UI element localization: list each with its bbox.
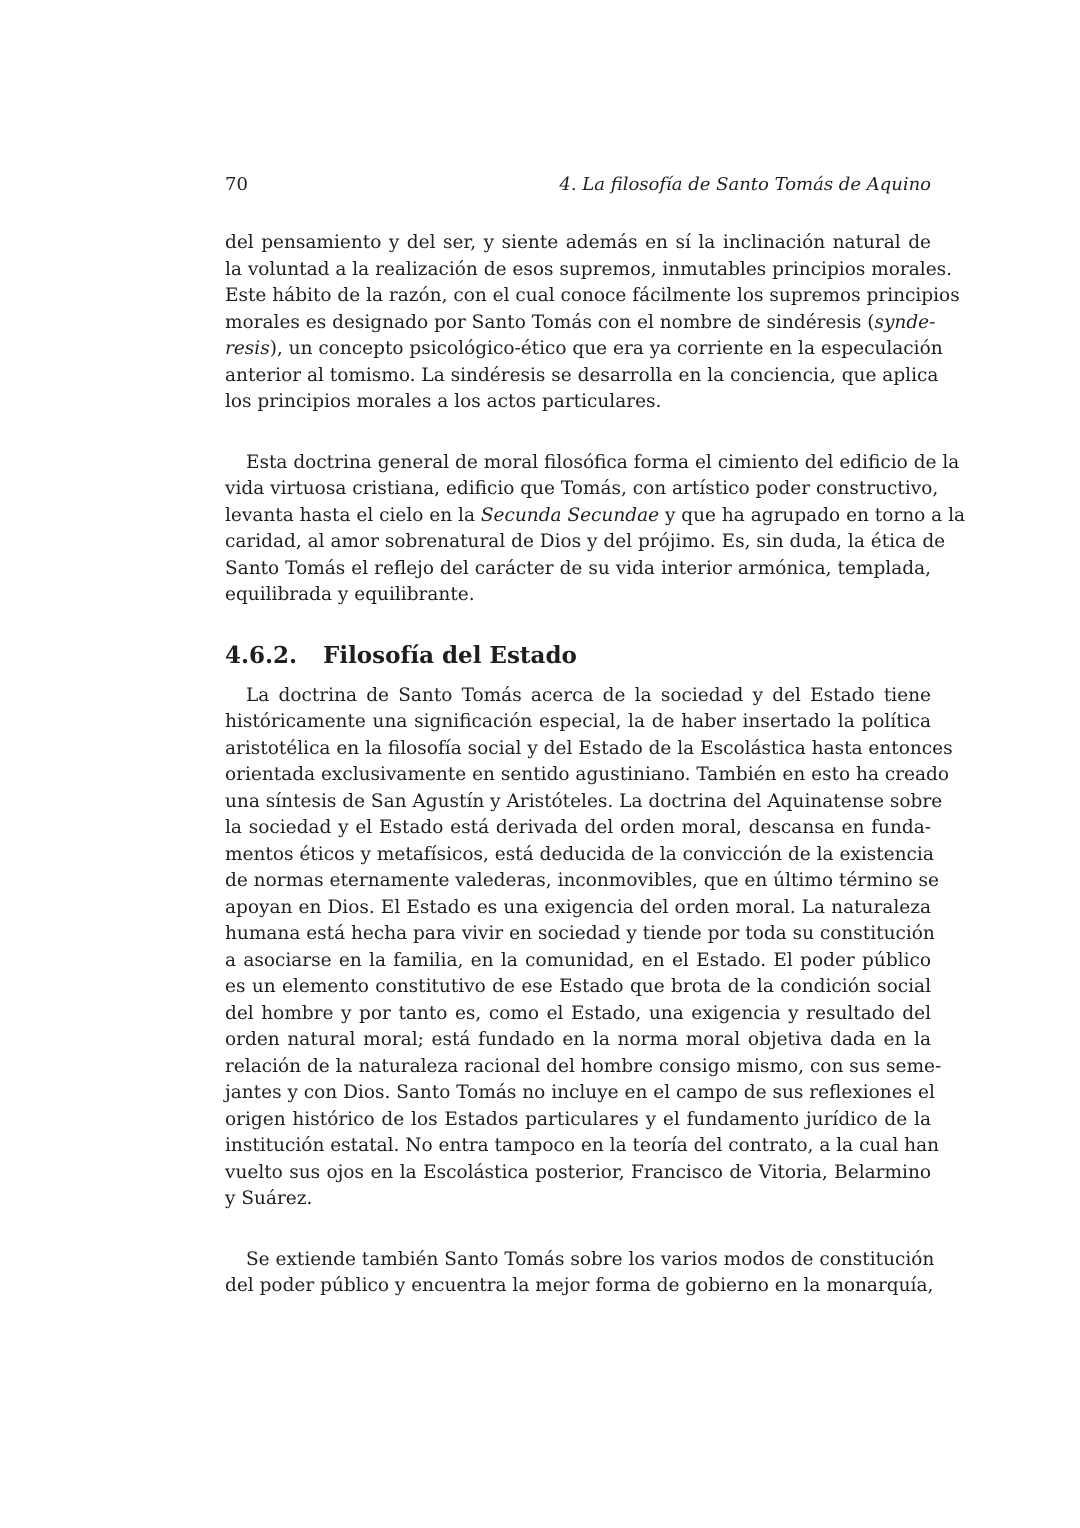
text-line: del hombre y por tanto es, como el Estado, una exigencia y resultado del: [225, 1002, 931, 1024]
text-line: vida virtuosa cristiana, edificio que Tomás, con artístico poder constructivo,: [225, 478, 939, 499]
text-line: levanta hasta el cielo en la Secunda Secundae y que ha agrupado en torno a la: [225, 504, 966, 526]
paragraph-2: [225, 450, 966, 609]
text-line: Esta doctrina general de moral filosófica forma el cimiento del edificio de la: [246, 451, 960, 473]
text-line: una síntesis de San Agustín y Aristóteles. La doctrina del Aquinatense sobre: [225, 790, 943, 812]
text-line: apoyan en Dios. El Estado es una exigencia del orden moral. La naturaleza: [225, 896, 931, 918]
page-number: 70: [225, 174, 248, 195]
text-line: Este hábito de la razón, con el cual conoce fácilmente los supremos principios: [225, 285, 960, 306]
page-header: [225, 174, 931, 202]
text-line: y Suárez.: [225, 1188, 313, 1209]
text-line: humana está hecha para vivir en sociedad y tiende por toda su constitución: [225, 923, 935, 944]
text-line: institución estatal. No entra tampoco en la teoría del contrato, a la cual han: [225, 1135, 940, 1156]
running-title: 4. La filosofía de Santo Tomás de Aquino: [559, 174, 931, 195]
text-line: equilibrada y equilibrante.: [225, 584, 475, 605]
text-line: la sociedad y el Estado está derivada del orden moral, descansa en funda-: [225, 817, 931, 838]
text-line: de normas eternamente valederas, inconmovibles, que en último término se: [225, 870, 939, 891]
text-line: a asociarse en la familia, en la comunidad, en el Estado. El poder público: [225, 949, 931, 971]
section-number: 4.6.2.: [225, 642, 298, 669]
text-line: jantes y con Dios. Santo Tomás no incluye en el campo de sus reflexiones el: [225, 1082, 935, 1103]
paragraph-3: [225, 683, 953, 1213]
text-line: del poder público y encuentra la mejor forma de gobierno en la monarquía,: [225, 1275, 934, 1296]
text-line: es un elemento constitutivo de ese Estado que brota de la condición social: [225, 976, 931, 997]
text-line: La doctrina de Santo Tomás acerca de la sociedad y del Estado tiene: [246, 684, 931, 706]
text-line: resis), un concepto psicológico-ético que era ya corriente en la especulación: [225, 338, 943, 359]
text-line: Santo Tomás el reflejo del carácter de su vida interior armónica, templada,: [225, 557, 931, 579]
text-line: origen histórico de los Estados particulares y el fundamento jurídico de la: [225, 1108, 931, 1130]
paragraph-1: [225, 230, 960, 416]
text-line: relación de la naturaleza racional del hombre consigo mismo, con sus seme-: [225, 1055, 942, 1077]
text-line: aristotélica en la filosofía social y del Estado de la Escolástica hasta entonces: [225, 737, 953, 759]
page-body: [225, 230, 966, 1300]
text-line: caridad, al amor sobrenatural de Dios y del prójimo. Es, sin duda, la ética de: [225, 531, 946, 552]
text-line: orientada exclusivamente en sentido agustiniano. También en esto ha creado: [225, 764, 950, 785]
paragraph-4: [225, 1247, 935, 1300]
text-line: orden natural moral; está fundado en la norma moral objetiva dada en la: [225, 1029, 931, 1050]
section-heading: [225, 629, 931, 683]
text-line: morales es designado por Santo Tomás con el nombre de sindéresis (synde-: [225, 311, 936, 333]
text-line: anterior al tomismo. La sindéresis se desarrolla en la conciencia, que aplica: [225, 364, 939, 386]
text-line: del pensamiento y del ser, y siente además en sí la inclinación natural de: [225, 232, 931, 253]
text-line: Se extiende también Santo Tomás sobre los varios modos de constitución: [246, 1248, 935, 1270]
text-line: la voluntad a la realización de esos supremos, inmutables principios morales.: [225, 258, 953, 280]
text-line: vuelto sus ojos en la Escolástica posterior, Francisco de Vitoria, Belarmino: [225, 1161, 931, 1183]
text-line: históricamente una significación especial, la de haber insertado la política: [225, 711, 931, 732]
section-title: Filosofía del Estado: [323, 642, 577, 669]
text-line: los principios morales a los actos particulares.: [225, 391, 662, 412]
text-line: mentos éticos y metafísicos, está deducida de la convicción de la existencia: [225, 843, 934, 865]
